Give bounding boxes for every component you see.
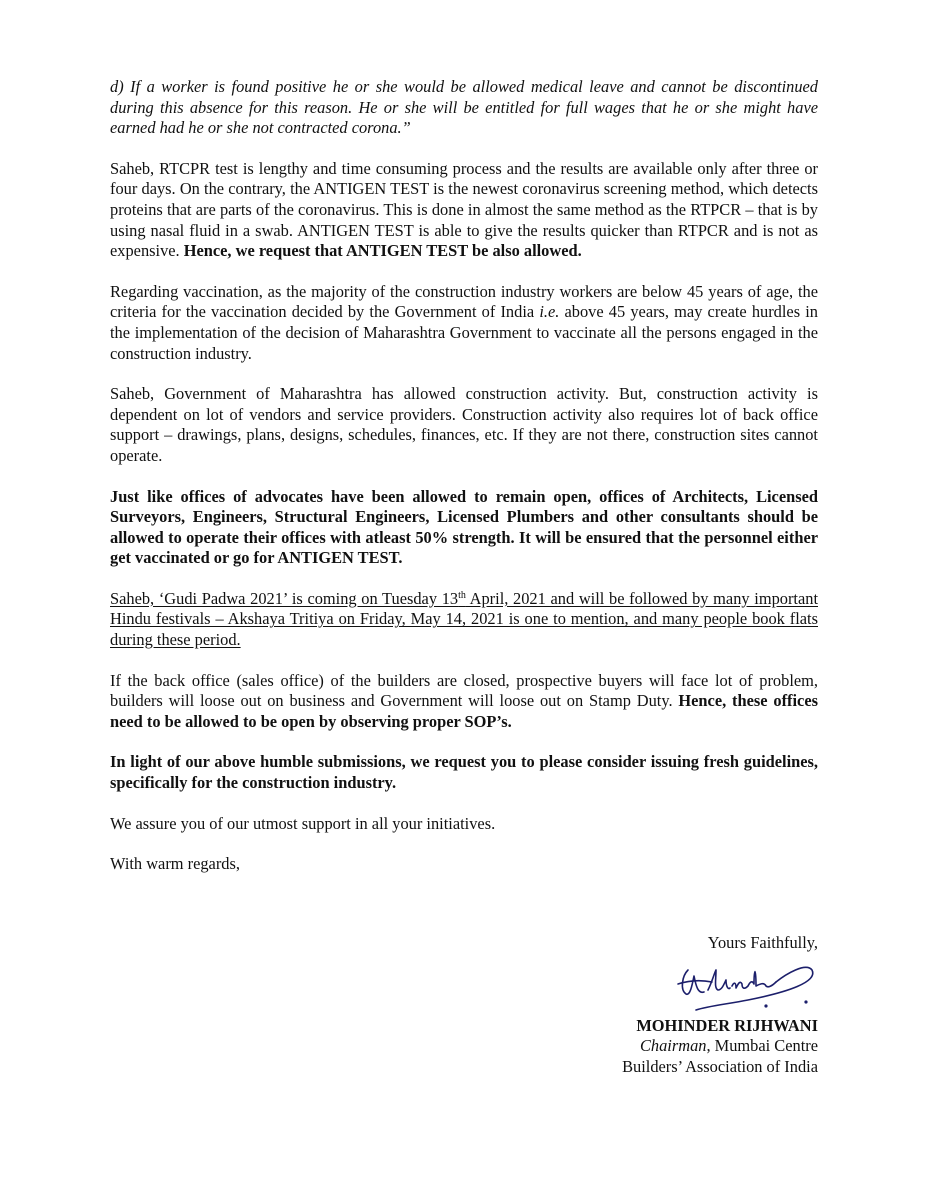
signatory-title: [622, 1036, 818, 1057]
handwritten-signature: [668, 956, 818, 1016]
signature-block: [622, 933, 818, 1077]
text: April, 2021 and will be followed by many important Hindu festivals – Akshaya Tritiya on Friday, May 14, 2021 is one to mention, and many people book flats during these period.: [110, 588, 818, 650]
paragraph-regards: With warm regards,: [110, 854, 240, 874]
paragraph-sales-office: [110, 671, 818, 733]
paragraph-assurance: We assure you of our utmost support in all your initiatives.: [110, 813, 496, 833]
signatory-name: MOHINDER RIJHWANI: [636, 1015, 818, 1035]
paragraph-construction-activity: Saheb, Government of Maharashtra has allowed construction activity. But, construction activity is dependent on lot of vendors and service providers. Construction activity also requires lot of back office support – drawings, plans, designs, schedules, finances, etc. If they are not there, construction sites cannot operate.: [110, 384, 818, 465]
letter-body: [110, 77, 818, 895]
bold-request: Hence, these offices need to be allowed to be open by observing proper SOP’s.: [110, 691, 818, 731]
title-centre: , Mumbai Centre: [706, 1036, 818, 1056]
paragraph-antigen-test: [110, 159, 818, 262]
paragraph-festivals: [110, 589, 818, 651]
italic-ie: i.e.: [539, 302, 560, 322]
title-chairman: Chairman: [639, 1036, 707, 1056]
bold-request: Hence, we request that ANTIGEN TEST be also allowed.: [183, 241, 582, 261]
organization: Builders’ Association of India: [622, 1056, 818, 1076]
paragraph-offices-request: [110, 487, 818, 569]
text: Saheb, RTCPR test is lengthy and time consuming process and the results are available only after three or four days. On the contrary, the ANTIGEN TEST is the newest coronavirus screening method, which detects proteins that are parts of the coronavirus. This is done in almost the same method as the RTPCR – that is by using nasal fluid in a swab. ANTIGEN TEST is able to give the results quicker than RTPCR and is not as expensive.: [110, 158, 818, 261]
paragraph-vaccination: [110, 282, 818, 364]
text: above 45 years, may create hurdles in the implementation of the decision of Maharashtra Government to vaccinate all the persons engaged in the construction industry.: [110, 302, 818, 363]
bold-text: In light of our above humble submissions, we request you to please consider issuing fresh guidelines, specifically for the construction industry.: [110, 752, 818, 793]
paragraph-submission: [110, 752, 818, 793]
bold-text: Just like offices of advocates have been allowed to remain open, offices of Architects, Licensed Surveyors, Engineers, Structural Engineers, Licensed Plumbers and other consultants should be allowed to operate their offices with atleast 50% strength. It will be ensured that the personnel either get vaccinated or go for ANTIGEN TEST.: [110, 486, 818, 568]
text: Saheb, ‘Gudi Padwa 2021’ is coming on Tuesday 13: [110, 588, 459, 608]
paragraph-worker-leave: d) If a worker is found positive he or she would be allowed medical leave and cannot be discontinued during this absence for this reason. He or she will be entitled for full wages that he or she might have earned had he or she not contracted corona.”: [110, 77, 818, 138]
salutation: Yours Faithfully,: [707, 933, 818, 952]
superscript: th: [458, 589, 466, 601]
text: If the back office (sales office) of the builders are closed, prospective buyers will face lot of problem, builders will loose out on business and Government will loose out on Stamp Duty.: [110, 670, 818, 711]
text: Regarding vaccination, as the majority of the construction industry workers are below 45 years of age, the criteria for the vaccination decided by the Government of India: [110, 281, 818, 322]
